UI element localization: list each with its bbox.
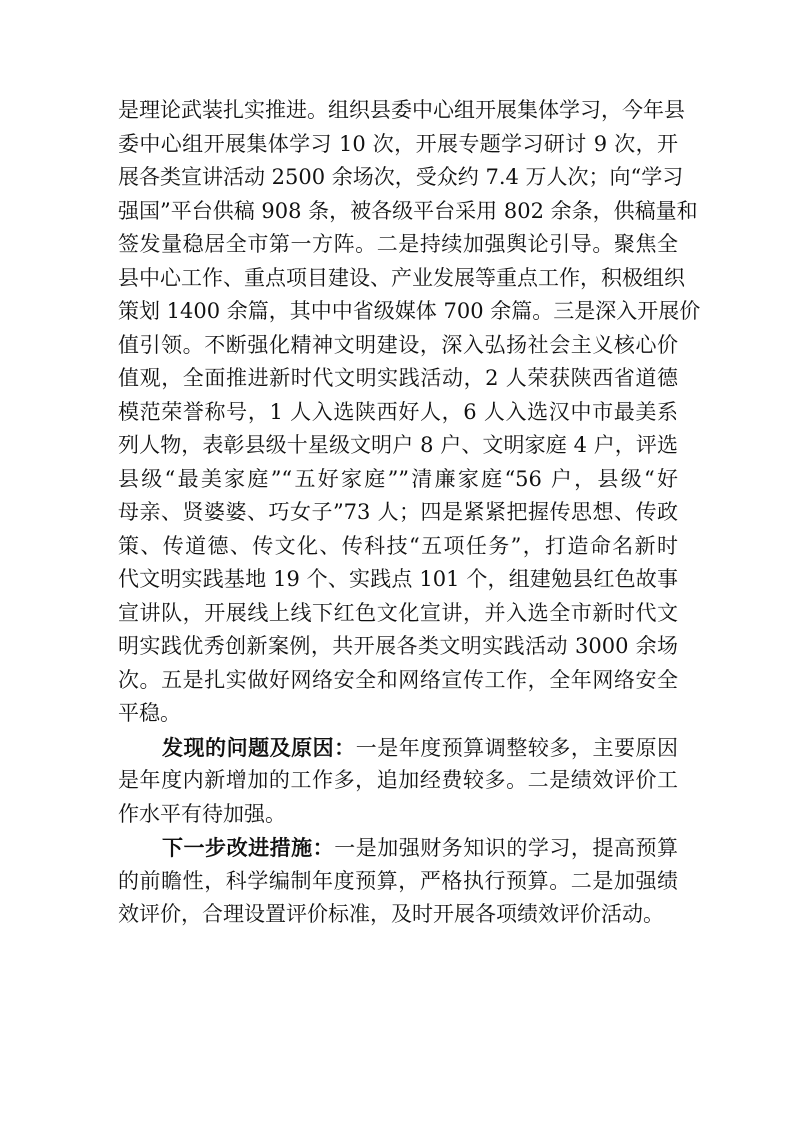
text-line: 平稳。 (118, 701, 181, 725)
text-run: 一是加强财务知识的学习，提高预算 (334, 836, 679, 860)
section-heading-problems: 发现的问题及原因： (162, 734, 356, 760)
text-line: 的前瞻性，科学编制年度预算，严格执行预算。二是加强绩 (118, 868, 678, 893)
text-line (118, 731, 678, 765)
text-line: 宣讲队，开展线上线下红色文化宣讲，并入选全市新时代文 (118, 600, 678, 625)
text-line: 展各类宣讲活动 2500 余场次，受众约 7.4 万人次；向“学习 (118, 165, 684, 189)
text-line: 县中心工作、重点项目建设、产业发展等重点工作，积极组织 (118, 265, 685, 290)
text-line: 次。五是扎实做好网络安全和网络宣传工作，全年网络安全 (118, 667, 678, 692)
text-line: 策、传道德、传文化、传科技“五项任务”，打造命名新时 (118, 533, 678, 558)
text-line: 值观，全面推进新时代文明实践活动，2 人荣获陕西省道德 (118, 366, 678, 390)
text-line: 策划 1400 余篇，其中中省级媒体 700 余篇。三是深入开展价 (118, 299, 701, 323)
text-line: 是理论武装扎实推进。组织县委中心组开展集体学习，今年县 (118, 98, 685, 122)
text-line: 代文明实践基地 19 个、实践点 101 个，组建勉县红色故事 (118, 567, 678, 591)
text-line: 母亲、贤婆婆、巧女子”73 人；四是紧紧把握传思想、传政 (118, 500, 678, 524)
text-line (118, 831, 678, 865)
text-line: 值引领。不断强化精神文明建设，深入弘扬社会主义核心价 (118, 332, 678, 357)
text-line: 签发量稳居全市第一方阵。二是持续加强舆论引导。聚焦全 (118, 232, 678, 256)
document-page (118, 94, 701, 932)
text-line: 作水平有待加强。 (118, 801, 286, 826)
section-heading-measures: 下一步改进措施： (162, 835, 335, 860)
paragraph-problems-and-causes (118, 731, 678, 832)
text-line: 是年度内新增加的工作多，追加经费较多。二是绩效评价工 (118, 768, 678, 792)
text-line: 强国”平台供稿 908 条，被各级平台采用 802 余条，供稿量和 (118, 198, 698, 223)
text-run: 一是年度预算调整较多，主要原因 (355, 735, 679, 760)
text-line: 县级“最美家庭”“五好家庭””清廉家庭“56 户，县级“好 (118, 466, 678, 491)
text-line: 列人物，表彰县级十星级文明户 8 户、文明家庭 4 户，评选 (118, 433, 678, 457)
paragraph-work-achievements (118, 94, 701, 731)
text-line: 效评价，合理设置评价标准，及时开展各项绩效评价活动。 (118, 902, 664, 926)
text-line: 模范荣誉称号，1 人入选陕西好人，6 人入选汉中市最美系 (118, 399, 678, 424)
paragraph-improvement-measures (118, 831, 678, 932)
text-line: 委中心组开展集体学习 10 次，开展专题学习研讨 9 次，开 (118, 131, 678, 156)
text-line: 明实践优秀创新案例，共开展各类文明实践活动 3000 余场 (118, 634, 678, 658)
